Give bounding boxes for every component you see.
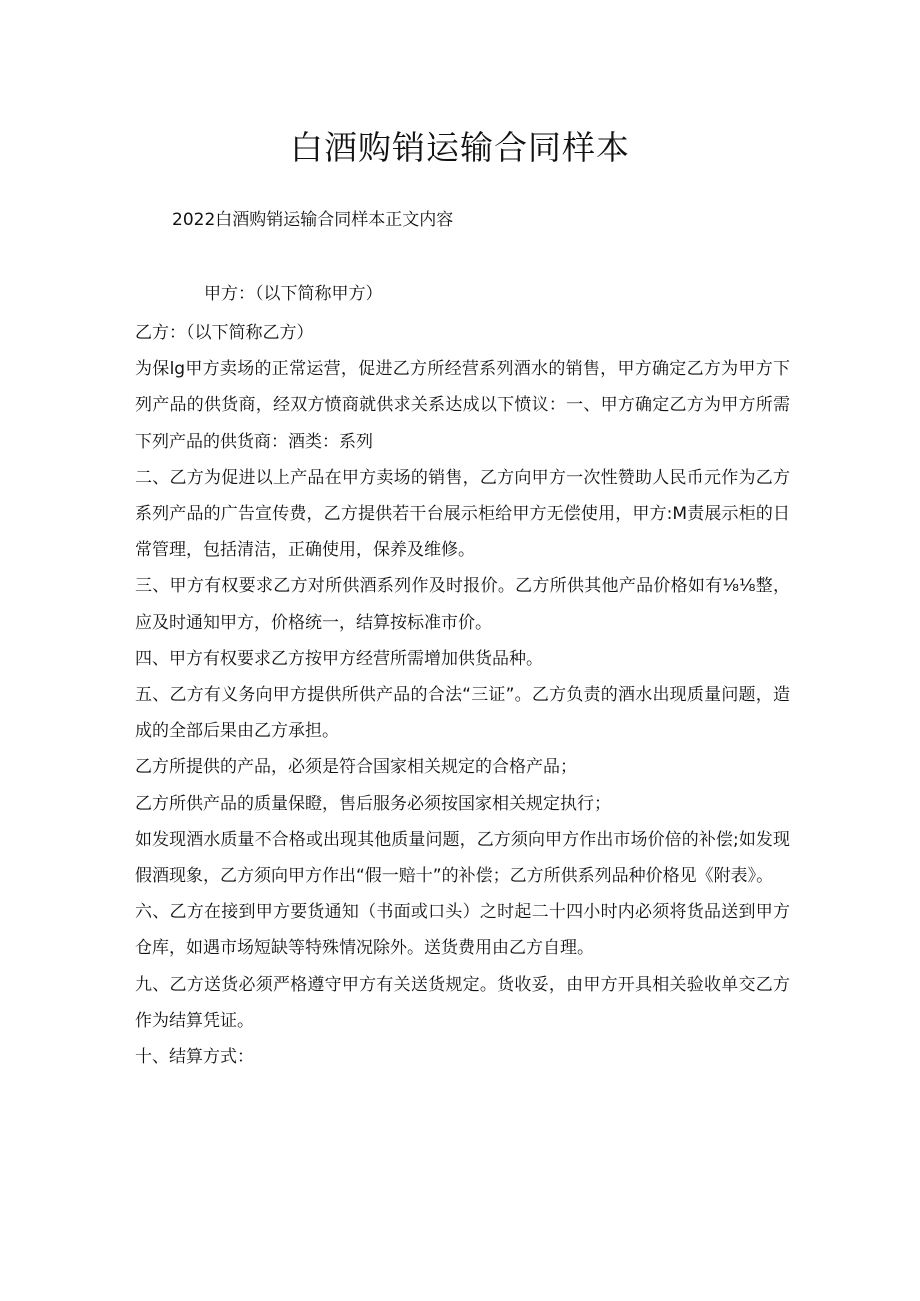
party-b-line: 乙方：（以下简称乙方） [135, 323, 314, 343]
quality-guarantee-paragraph: 乙方所供产品的质量保瞪，售后服务必须按国家相关规定执行； [135, 793, 611, 814]
preamble-paragraph: 为保lg甲方卖场的正常运营，促进乙方所经营系列酒水的销售，甲方确定乙方为甲方下列产品的供货商，经双方愤商就供求关系达成以下愤议：一、甲方确定乙方为甲方所需下列产品的供货商：酒类：系列 [135, 359, 790, 452]
clause-2-paragraph: 二、乙方为促进以上产品在甲方卖场的销售，乙方向甲方一次性赞助人民币元作为乙方系列产品的广告宣传费，乙方提供若干台展示柜给甲方无偿使用，甲方:M责展示柜的日常管理，包括清洁，正确使用，保养及维修。 [135, 467, 790, 561]
party-a-line: 甲方：（以下简称甲方） [204, 284, 383, 304]
clause-5-paragraph: 五、乙方有义务向甲方提供所供产品的合法“三证”。乙方负责的酒水出现质量问题，造成的全部后果由乙方承担。 [135, 685, 790, 742]
product-compliance-paragraph: 乙方所提供的产品，必须是符合国家相关规定的合格产品； [135, 757, 577, 778]
clause-9-paragraph: 九、乙方送货必须严格遵守甲方有关送货规定。货收妥，由甲方开具相关验收单交乙方作为结算凭证。 [135, 974, 790, 1031]
document-subtitle: 2022白酒购销运输合同样本正文内容 [172, 210, 454, 230]
document-title: 白酒购销运输合同样本 [290, 128, 630, 167]
contract-body [135, 315, 790, 1075]
clause-3-paragraph: 三、甲方有权要求乙方对所供酒系列作及时报价。乙方所供其他产品价格如有⅛⅛整，应及时通知甲方，价格统一，结算按标准市价。 [135, 576, 790, 633]
clause-4-paragraph: 四、甲方有权要求乙方按甲方经营所需增加供货品种。 [135, 648, 543, 669]
clause-10-paragraph: 十、结算方式： [135, 1047, 254, 1068]
clause-6-paragraph: 六、乙方在接到甲方要货通知（书面或口头）之时起二十四小时内必须将货品送到甲方仓库，如遇市场短缺等特殊情况除外。送货费用由乙方自理。 [135, 902, 790, 959]
compensation-paragraph: 如发现酒水质量不合格或出现其他质量问题，乙方须向甲方作出市场价倍的补偿;如发现假酒现象，乙方须向甲方作出“假一赔十”的补偿；乙方所供系列品种价格见《附表》。 [135, 829, 790, 887]
